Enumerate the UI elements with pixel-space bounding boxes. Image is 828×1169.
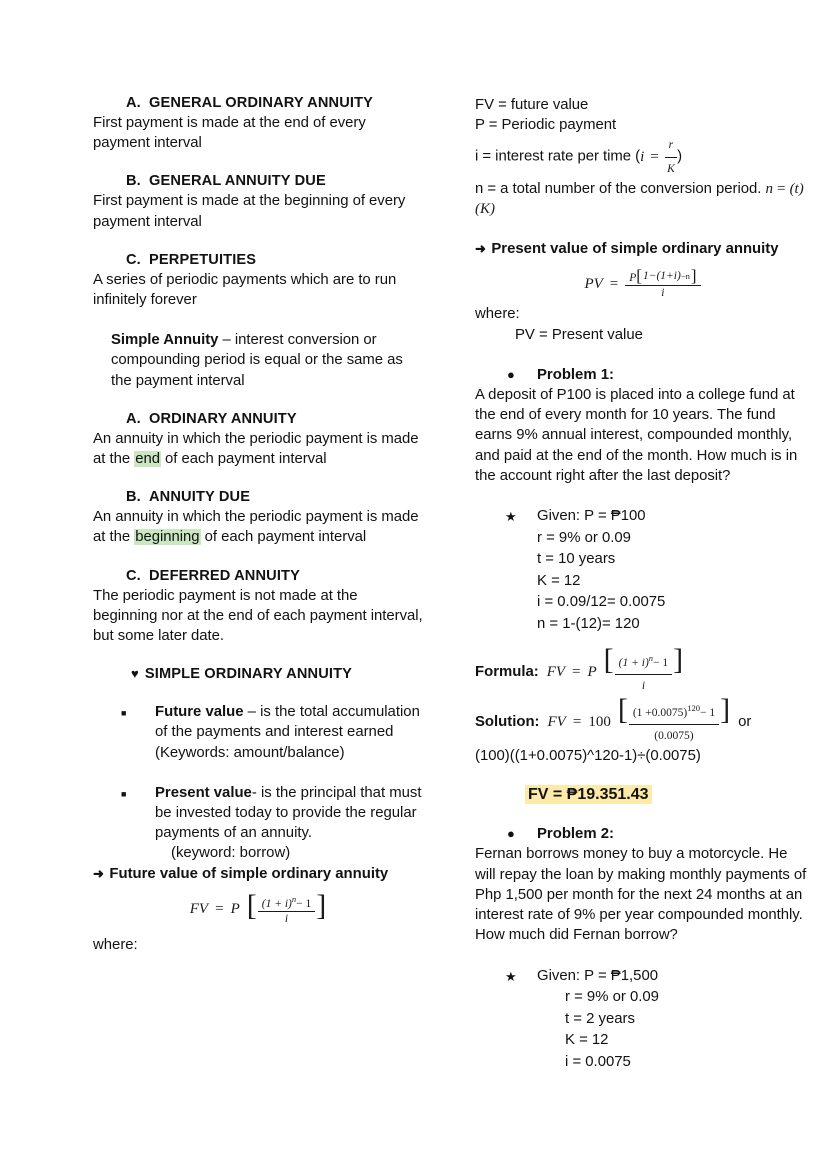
dot-bullet-icon: ● xyxy=(507,366,515,382)
given-line: i = 0.0075 xyxy=(565,1053,631,1070)
heading-text: DEFERRED ANNUITY xyxy=(149,567,300,584)
solution-numerator-minus: − 1 xyxy=(699,706,716,719)
heading-deferred-annuity xyxy=(93,568,423,584)
formula-fraction xyxy=(615,648,673,696)
variable-n-equals: = xyxy=(777,180,786,197)
highlight-beginning: beginning xyxy=(135,529,200,546)
variable-n-expression: (t)(K) xyxy=(475,180,804,218)
star-bullet-icon: ★ xyxy=(505,968,517,984)
spacer xyxy=(475,804,810,824)
formula-bracket-group xyxy=(603,642,684,696)
problem-1-label: Problem 1: xyxy=(537,366,614,383)
variable-n-text: n = a total number of the conversion period. xyxy=(475,180,762,197)
heading-text: PERPETUITIES xyxy=(149,251,257,268)
variable-i-symbol: i xyxy=(640,149,645,165)
term-future-value: Future value xyxy=(155,704,244,721)
variable-i-equals: = xyxy=(650,149,659,165)
formula-p: P xyxy=(230,900,240,917)
heading-perpetuities xyxy=(93,252,423,268)
formula-equals: = xyxy=(609,275,619,292)
heading-letter: C. xyxy=(126,567,141,584)
spacer xyxy=(475,486,810,506)
formula-equals: = xyxy=(572,663,581,680)
term-simple-annuity: Simple Annuity xyxy=(111,332,219,349)
note-future-value-keywords: (Keywords: amount/balance) xyxy=(155,744,345,761)
heading-text: SIMPLE ORDINARY ANNUITY xyxy=(144,666,353,683)
term-future-value-rest: – is the total accumulation of the payments and interest earned xyxy=(155,704,420,741)
given-line: n = 1-(12)= 120 xyxy=(537,616,640,633)
spacer xyxy=(93,646,423,666)
given-line: K = 12 xyxy=(537,572,581,589)
formula-numerator-minus: − 1 xyxy=(296,897,312,910)
spacer xyxy=(93,884,423,894)
variable-i xyxy=(475,135,810,178)
given-line: Given: P = ₱1,500 xyxy=(537,967,659,984)
spacer xyxy=(475,636,810,646)
right-bracket-icon: ] xyxy=(720,692,731,726)
solution-expression xyxy=(547,692,731,746)
formula-row-problem-1 xyxy=(475,642,810,696)
heading-text: Future value of simple ordinary annuity xyxy=(109,865,389,882)
spacer xyxy=(93,763,423,783)
left-bracket-icon: [ xyxy=(603,642,614,676)
solution-p: 100 xyxy=(588,713,611,730)
answer-problem-1: FV = ₱19.351.43 xyxy=(525,785,652,804)
arrow-bullet-icon: ➜ xyxy=(475,241,486,257)
solution-plain-problem-1: (100)((1+0.0075)^120-1)÷(0.0075) xyxy=(475,748,701,765)
formula-expression xyxy=(546,642,684,696)
text-problem-1: A deposit of P100 is placed into a college fund at the end of every month for 10 years. The fund earns 9% annual interest, compounded monthly, and paid at the end of the month. How much is in the account right after the last deposit? xyxy=(475,387,798,484)
spacer xyxy=(475,766,810,786)
formula-exponent: −n xyxy=(680,271,690,282)
solution-fraction xyxy=(629,698,719,746)
right-bracket-icon: ] xyxy=(673,642,684,676)
given-problem-1 xyxy=(475,506,810,636)
given-problem-2 xyxy=(475,966,810,1074)
formula-numerator-base: (1 + i) xyxy=(618,656,649,669)
heading-text: GENERAL ANNUITY DUE xyxy=(149,173,326,190)
spacer xyxy=(93,232,423,252)
label-solution: Solution: xyxy=(475,713,540,730)
arrow-bullet-icon: ➜ xyxy=(93,865,104,881)
right-bracket-icon: ] xyxy=(690,266,697,286)
solution-exponent: 120 xyxy=(687,702,700,713)
variable-i-text: i = interest rate per time ( xyxy=(475,149,641,166)
dot-bullet-icon: ● xyxy=(507,826,515,842)
heading-letter: A. xyxy=(126,95,141,111)
fraction-denominator: K xyxy=(667,162,675,175)
left-bracket-icon: [ xyxy=(617,692,628,726)
formula-lhs: PV xyxy=(584,275,603,292)
heading-letter: B. xyxy=(126,173,141,190)
variable-i-close: ) xyxy=(677,149,683,166)
right-bracket-icon: ] xyxy=(316,888,327,922)
formula-present-value xyxy=(475,266,810,300)
formula-p: P xyxy=(629,272,637,285)
fraction-numerator: r xyxy=(665,135,677,157)
variable-n-symbol: n xyxy=(765,180,773,197)
solution-equals: = xyxy=(572,713,582,730)
given-line: t = 10 years xyxy=(537,551,616,568)
problem-2-label: Problem 2: xyxy=(537,826,614,843)
given-line: i = 0.09/12= 0.0075 xyxy=(537,594,666,611)
text-general-ordinary-annuity: First payment is made at the end of every payment interval xyxy=(93,115,366,152)
heading-letter: A. xyxy=(126,410,141,427)
formula-lhs: FV xyxy=(546,663,566,680)
answer-row-problem-1 xyxy=(475,786,810,804)
heading-letter: B. xyxy=(126,489,141,506)
right-column xyxy=(475,95,810,1073)
given-line: r = 9% or 0.09 xyxy=(537,529,631,546)
spacer xyxy=(93,153,423,173)
spacer xyxy=(475,219,810,239)
text-part-2: of each payment interval xyxy=(200,529,367,546)
text-part-2: of each payment interval xyxy=(160,451,327,468)
heading-letter: C. xyxy=(126,251,141,268)
note-present-value-keyword: (keyword: borrow) xyxy=(171,845,291,862)
formula-denominator: i xyxy=(641,679,646,692)
formula-denominator: i xyxy=(661,287,665,300)
label-formula: Formula: xyxy=(475,663,539,680)
term-simple-annuity-rest: – interest conversion or compounding period is equal or the same as the payment interval xyxy=(111,332,403,389)
formula-numerator-minus: − 1 xyxy=(653,656,669,669)
text-general-annuity-due: First payment is made at the beginning of every payment interval xyxy=(93,193,406,230)
label-problem-2 xyxy=(475,824,810,844)
text-simple-annuity-definition xyxy=(93,330,423,391)
text-annuity-due xyxy=(93,507,423,547)
formula-numerator-base: (1 + i) xyxy=(261,897,292,910)
text-deferred-annuity: The periodic payment is not made at the beginning nor at the end of each payment interval, but some later date. xyxy=(93,587,423,645)
formula-p: P xyxy=(587,663,597,680)
formula-lhs: FV xyxy=(189,900,209,917)
heading-annuity-due xyxy=(93,489,423,505)
variable-p: P = Periodic payment xyxy=(475,117,617,134)
square-bullet-icon: ■ xyxy=(121,788,127,799)
fraction-r-over-k xyxy=(665,135,677,178)
formula-fraction xyxy=(625,266,700,300)
formula-denominator: i xyxy=(284,912,289,925)
formula-inner: 1−(1+i) xyxy=(642,270,681,283)
formula-equals: = xyxy=(215,900,224,917)
solution-lhs: FV xyxy=(547,713,566,730)
heading-simple-ordinary-annuity xyxy=(93,666,423,682)
formula-bracket-group xyxy=(636,266,697,286)
heading-ordinary-annuity xyxy=(93,411,423,427)
formula-fraction xyxy=(258,894,316,925)
heading-text: ORDINARY ANNUITY xyxy=(149,410,297,427)
label-where-right: where: xyxy=(475,306,520,323)
variable-n xyxy=(475,179,810,219)
given-line: t = 2 years xyxy=(565,1010,635,1027)
solution-row-problem-1 xyxy=(475,692,810,746)
solution-denominator: (0.0075) xyxy=(654,729,694,742)
solution-numerator-base: (1 +0.0075) xyxy=(632,706,688,719)
spacer xyxy=(93,548,423,568)
spacer xyxy=(93,391,423,411)
variable-fv: FV = future value xyxy=(475,97,589,113)
text-problem-2: Fernan borrows money to buy a motorcycle. He will repay the loan by making monthly payments of Php 1,500 per month for the next 24 months at an interest rate of 9% per year compounded monthly. How much did Fernan borrow? xyxy=(475,846,807,944)
heading-general-ordinary-annuity xyxy=(93,95,423,111)
label-where-left: where: xyxy=(93,936,138,953)
spacer xyxy=(93,925,423,935)
heading-general-annuity-due xyxy=(93,173,423,189)
highlight-end: end xyxy=(135,451,160,468)
formula-bracket-group xyxy=(246,888,327,925)
list-item-future-value xyxy=(93,702,423,742)
formula-future-value xyxy=(93,888,423,925)
given-line: Given: P = ₱100 xyxy=(537,508,646,525)
text-part-1: An annuity in which the periodic payment is made at the xyxy=(93,430,419,468)
formula-exponent: n xyxy=(291,893,297,904)
heading-text: ANNUITY DUE xyxy=(149,489,251,506)
solution-suffix: or xyxy=(738,713,752,730)
heading-text: GENERAL ORDINARY ANNUITY xyxy=(149,95,374,111)
text-ordinary-annuity xyxy=(93,429,423,469)
left-column xyxy=(93,95,423,955)
spacer xyxy=(93,310,423,330)
given-line: K = 12 xyxy=(565,1032,609,1049)
spacer xyxy=(475,946,810,966)
heart-icon: ♥ xyxy=(131,666,139,682)
left-bracket-icon: [ xyxy=(636,266,642,286)
solution-bracket-group xyxy=(617,692,731,746)
list-item-present-value xyxy=(93,783,423,844)
heading-future-value-formula xyxy=(93,864,423,884)
formula-exponent: n xyxy=(648,652,654,663)
text-part-1: An annuity in which the periodic payment is made at the xyxy=(93,509,419,546)
term-present-value: Present value xyxy=(155,784,252,801)
spacer xyxy=(475,345,810,365)
label-problem-1 xyxy=(475,365,810,385)
spacer xyxy=(93,469,423,489)
spacer xyxy=(475,259,810,269)
heading-text: Present value of simple ordinary annuity xyxy=(491,241,779,258)
term-present-value-rest: - is the principal that must be invested today to provide the regular payments of an annuity. xyxy=(155,784,422,842)
star-bullet-icon: ★ xyxy=(505,509,517,525)
spacer xyxy=(93,682,423,702)
text-perpetuities: A series of periodic payments which are to run infinitely forever xyxy=(93,271,397,309)
heading-present-value-formula xyxy=(475,239,810,259)
square-bullet-icon: ■ xyxy=(121,708,127,719)
given-line: r = 9% or 0.09 xyxy=(565,989,659,1006)
definition-present-value: PV = Present value xyxy=(515,326,643,343)
left-bracket-icon: [ xyxy=(246,888,257,922)
variable-i-expression xyxy=(640,135,677,178)
